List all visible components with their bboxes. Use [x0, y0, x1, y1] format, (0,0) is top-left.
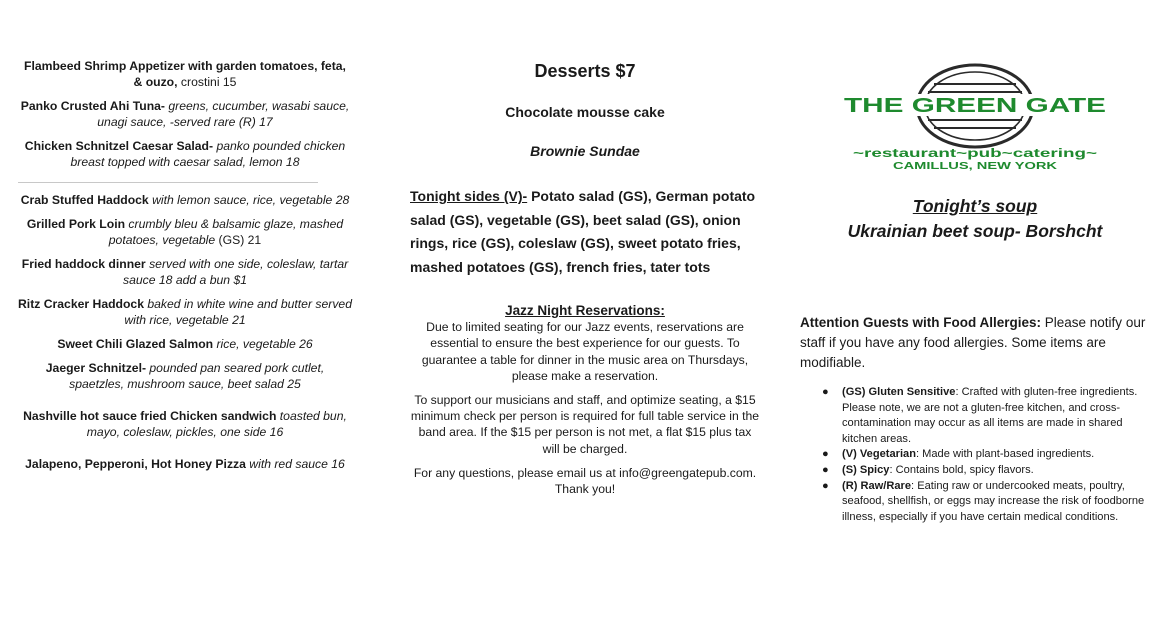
green-gate-logo [842, 62, 1108, 172]
menu-item-name: Jalapeno, Pepperoni, Hot Honey Pizza [25, 457, 246, 471]
menu-item-shrimp [18, 58, 352, 90]
menu-column [18, 58, 352, 480]
dietary-legend [820, 385, 1155, 525]
menu-item-desc: panko pounded chicken breast topped with caesar salad, lemon 18 [70, 139, 346, 169]
allergy-notice [800, 313, 1150, 373]
legend-text: : Crafted with gluten-free ingredients. Please note, we are not a gluten-free kitchen, and cross-contamination may occur as all items are made in shared kitchen areas. [842, 386, 1138, 445]
menu-item-name: Panko Crusted Ahi Tuna- [20, 99, 165, 113]
allergy-title: Attention Guests with Food Allergies: [800, 315, 1042, 330]
logo-name: THE GREEN GATE [844, 95, 1106, 117]
logo-tagline: ~restaurant~pub~catering~ [853, 148, 1098, 160]
menu-item-crab-haddock [18, 192, 352, 208]
menu-item-name: Chicken Schnitzel Caesar Salad- [24, 139, 214, 153]
menu-item-name: Jaeger Schnitzel- [45, 361, 147, 375]
legend-label: (GS) Gluten Sensitive [842, 386, 956, 398]
soup-section [800, 194, 1150, 244]
legend-label: (R) Raw/Rare [842, 479, 912, 492]
menu-item-name: Grilled Pork Loin [26, 217, 126, 231]
menu-item-pizza [18, 456, 352, 472]
menu-item-name: Sweet Chili Glazed Salmon [57, 337, 214, 351]
jazz-paragraph: Due to limited seating for our Jazz events, reservations are essential to ensure the best experience for our guests. To guarantee a table for dinner in the music area on Thursdays, please make a reservation. [421, 320, 749, 383]
allergy-text: Please notify our staff if you have any food allergies. Some items are modifiable. [800, 315, 1146, 370]
menu-item-jaeger-schnitzel [18, 360, 352, 392]
menu-item-desc: toasted bun, mayo, coleslaw, pickles, one side 16 [86, 409, 347, 439]
menu-divider [18, 182, 318, 183]
jazz-section [410, 303, 760, 497]
menu-item-ahi-tuna [18, 98, 352, 130]
legend-item-gs [820, 385, 1155, 447]
sides-section [410, 185, 760, 279]
bullet-icon: ● [822, 386, 829, 398]
menu-item-chicken-caesar [18, 138, 352, 170]
menu-item-desc: crostini 15 [177, 75, 237, 89]
bullet-icon: ● [822, 448, 829, 461]
legend-text: : Eating raw or undercooked meats, poultry, seafood, shellfish, or eggs may increase the risk of foodborne illness, especially if you have certain medical conditions. [842, 479, 1145, 523]
legend-label: (S) Spicy [842, 463, 890, 476]
middle-column [410, 58, 760, 505]
dessert-item: Chocolate mousse cake [505, 104, 665, 120]
jazz-title: Jazz Night Reservations: [505, 303, 665, 318]
menu-item-name: Crab Stuffed Haddock [20, 193, 149, 207]
menu-item-desc: pounded pan seared pork cutlet, spaetzles, mushroom sauce, beet salad 25 [69, 361, 325, 391]
bullet-icon: ● [822, 479, 829, 492]
menu-item-name: Ritz Cracker Haddock [18, 297, 144, 311]
legend-label: (V) Vegetarian [842, 448, 916, 461]
menu-item-desc: greens, cucumber, wasabi sauce, unagi sauce, -served rare (R) 17 [97, 99, 350, 129]
menu-item-price: (GS) 21 [215, 233, 262, 247]
menu-item-salmon [18, 336, 352, 352]
soup-title: Tonight’s soup [912, 196, 1038, 216]
menu-item-desc: with red sauce 16 [245, 457, 345, 471]
dessert-item: Brownie Sundae [530, 143, 640, 159]
sides-list: Potato salad (GS), German potato salad (GS), vegetable (GS), beet salad (GS), onion rings, rice (GS), coleslaw (GS), sweet potato fries, mashed potatoes (GS), french fries, tater tots [410, 188, 756, 275]
desserts-title: Desserts $7 [534, 61, 636, 81]
menu-item-desc: baked in white wine and butter served with rice, vegetable 21 [124, 297, 352, 327]
logo-location: CAMILLUS, NEW YORK [893, 161, 1059, 172]
menu-item-desc: served with one side, coleslaw, tartar sauce 18 add a bun $1 [122, 257, 349, 287]
bullet-icon: ● [822, 463, 829, 476]
legend-item-v [820, 447, 1155, 463]
jazz-paragraph: To support our musicians and staff, and optimize seating, a $15 minimum check per person is required for full table service in the band area. If the $15 per person is not met, a flat $15 plus tax will be charged. [410, 393, 760, 456]
menu-item-desc: crumbly bleu & balsamic glaze, mashed potatoes, vegetable [108, 217, 344, 247]
legend-item-s [820, 463, 1155, 479]
menu-item-name: Flambeed Shrimp Appetizer with garden tomatoes, feta, & ouzo, [24, 59, 346, 89]
legend-text: : Made with plant-based ingredients. [915, 448, 1095, 461]
menu-item-name: Nashville hot sauce fried Chicken sandwich [23, 409, 277, 423]
menu-item-nashville-chicken [18, 408, 352, 440]
legend-text: : Contains bold, spicy flavors. [889, 463, 1034, 476]
menu-item-ritz-haddock [18, 296, 352, 328]
menu-item-desc: with lemon sauce, rice, vegetable 28 [148, 193, 350, 207]
menu-item-fried-haddock [18, 256, 352, 288]
sides-label: Tonight sides (V)- [410, 188, 528, 204]
jazz-contact: For any questions, please email us at info@greengatepub.com. Thank you! [413, 465, 757, 497]
menu-item-pork-loin [18, 216, 352, 248]
menu-item-desc: rice, vegetable 26 [213, 337, 313, 351]
soup-name: Ukrainian beet soup- Borshcht [847, 221, 1103, 241]
legend-item-r [820, 479, 1155, 526]
menu-item-name: Fried haddock dinner [21, 257, 146, 271]
